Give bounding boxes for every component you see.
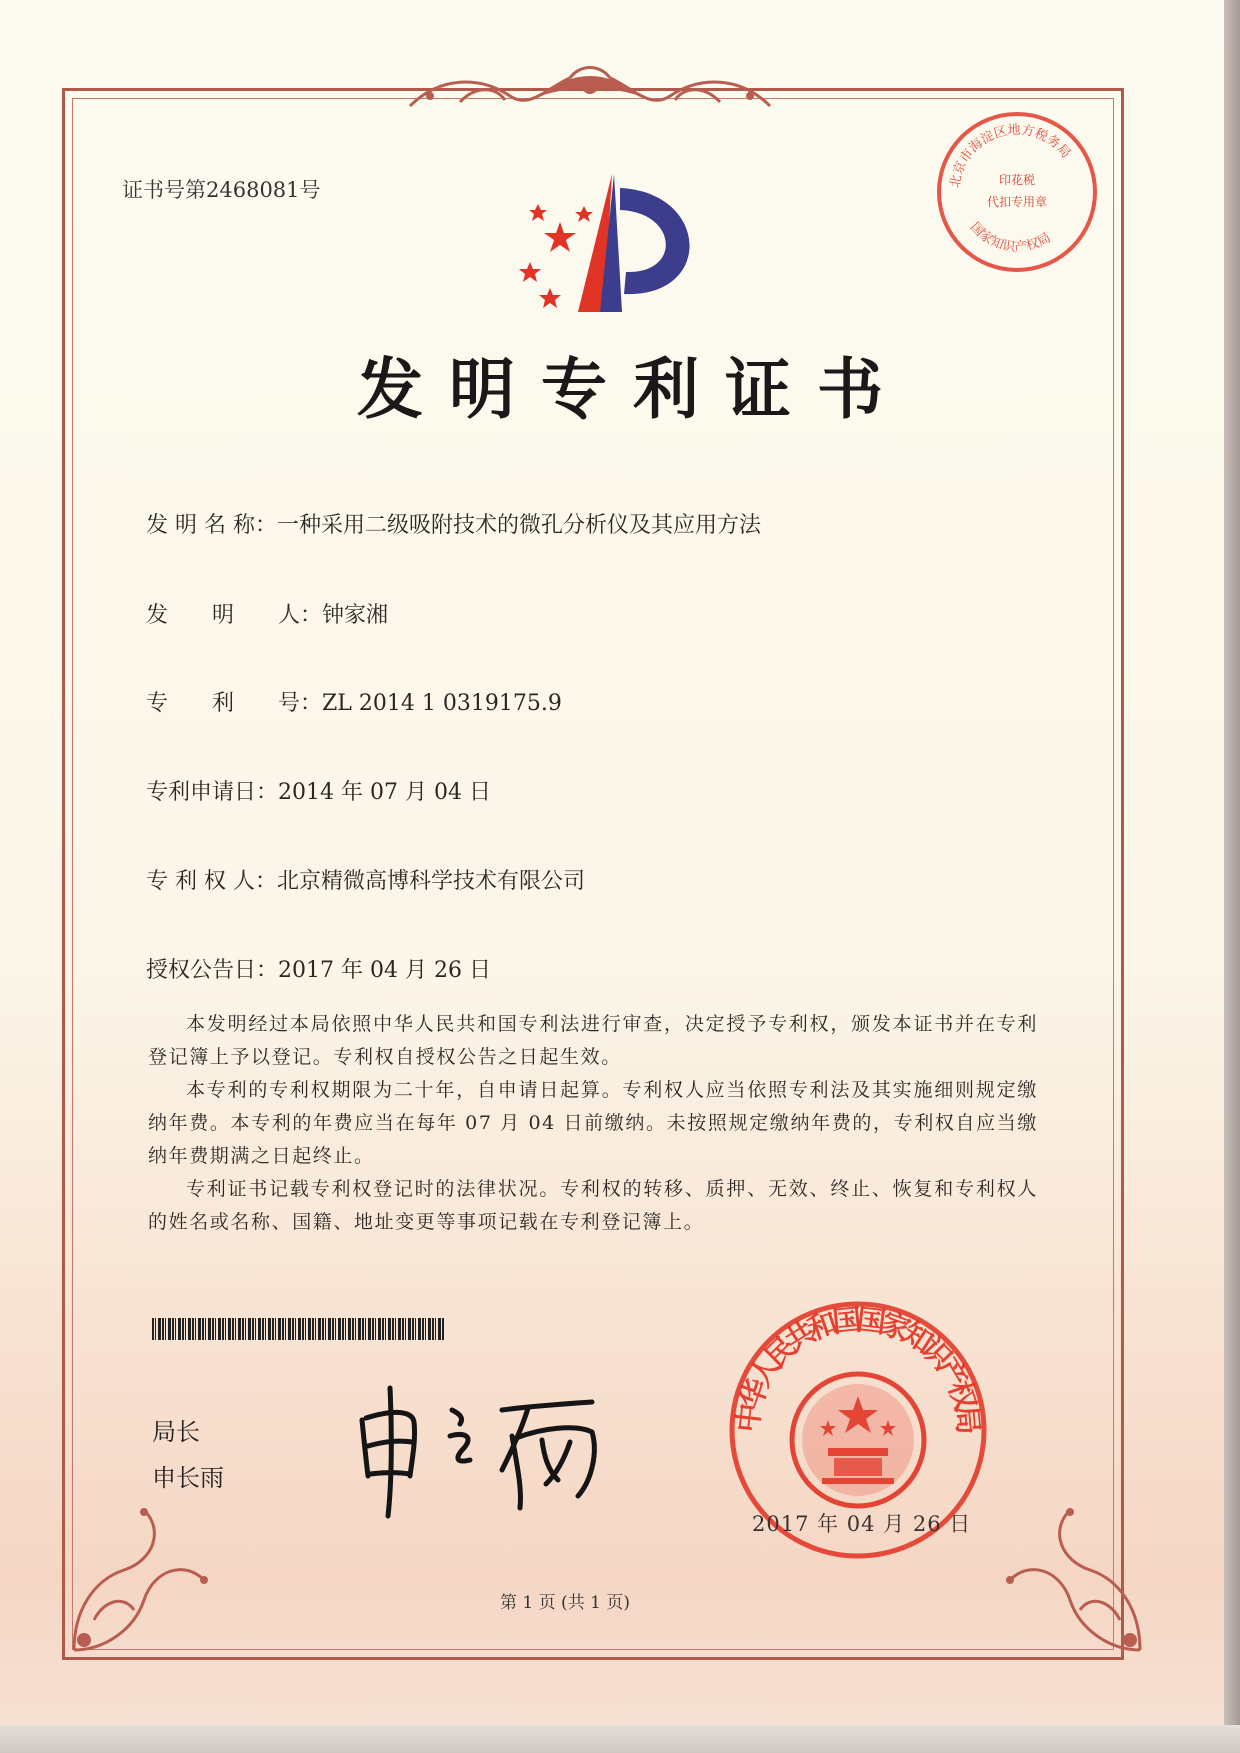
tax-stamp-ring-textpath: 北京市海淀区地方税务局 xyxy=(947,122,1074,190)
field-value: 一种采用二级吸附技术的微孔分析仪及其应用方法 xyxy=(276,513,761,538)
field-inventor xyxy=(146,598,388,629)
page-edge-bottom xyxy=(0,1725,1240,1753)
page-edge-right xyxy=(1224,0,1240,1753)
field-application-date xyxy=(146,775,491,806)
field-grant-date xyxy=(146,953,491,984)
field-label: 授权公告日： xyxy=(146,958,279,983)
field-value: 2014 年 07 月 04 日 xyxy=(278,780,491,805)
field-label: 专 利 权 人： xyxy=(146,869,277,894)
top-ornament xyxy=(400,56,780,120)
seal-date: 2017 年 04 月 26 日 xyxy=(752,1512,972,1536)
field-invention-name xyxy=(146,508,761,539)
field-label: 发 明 人： xyxy=(146,603,323,628)
field-value: 钟家湘 xyxy=(322,603,389,628)
handwritten-signature xyxy=(352,1380,612,1520)
field-label: 专利申请日： xyxy=(146,780,279,805)
tax-stamp xyxy=(935,110,1099,274)
body-paragraph: 本发明经过本局依照中华人民共和国专利法进行审查，决定授予专利权，颁发本证书并在专利登记簿上予以登记。专利权自授权公告之日起生效。 xyxy=(148,1013,1038,1068)
tax-stamp-ring-text-bottom xyxy=(967,220,1054,255)
certificate-body xyxy=(148,1008,1038,1239)
body-paragraph: 本专利的专利权期限为二十年，自申请日起算。专利权人应当依照专利法及其实施细则规定缴纳年费。本专利的年费应当在每年 07 月 04 日前缴纳。未按照规定缴纳年费的，专利权自应当缴纳年费期满之日起终止。 xyxy=(148,1079,1038,1167)
director-title: 局长 xyxy=(152,1418,200,1446)
corner-ornament-left xyxy=(64,1500,214,1660)
barcode xyxy=(152,1318,444,1340)
field-value: 北京精微高博科学技术有限公司 xyxy=(276,869,585,894)
field-patentee xyxy=(146,864,585,895)
certificate-number xyxy=(122,174,321,204)
patent-office-logo xyxy=(500,170,700,322)
field-value: ZL 2014 1 0319175.9 xyxy=(322,691,562,716)
page-number: 第 1 页 (共 1 页) xyxy=(500,1593,630,1613)
tax-stamp-line1: 印花税 xyxy=(998,173,1036,187)
tax-stamp-ring-textpath-bottom: 国家知识产权局 xyxy=(966,219,1054,256)
field-label: 专 利 号： xyxy=(146,691,323,716)
certificate-number-prefix: 证书号第 xyxy=(122,178,206,202)
certificate-number-value: 2468081 xyxy=(206,178,300,202)
certificate-number-suffix: 号 xyxy=(299,178,321,202)
body-paragraph: 专利证书记载专利权登记时的法律状况。专利权的转移、质押、无效、终止、恢复和专利权人的姓名或名称、国籍、地址变更等事项记载在专利登记簿上。 xyxy=(148,1178,1038,1233)
director-name: 申长雨 xyxy=(152,1464,224,1492)
field-value: 2017 年 04 月 26 日 xyxy=(278,958,491,983)
field-label: 发 明 名 称： xyxy=(146,513,277,538)
page-title: 发明专利证书 xyxy=(357,351,909,428)
tax-stamp-line2: 代扣专用章 xyxy=(986,195,1048,209)
national-emblem-icon xyxy=(792,1374,924,1506)
official-seal-ring-textpath: 中华人民共和国国家知识产权局 xyxy=(730,1302,986,1436)
corner-ornament-right xyxy=(1000,1500,1150,1660)
field-patent-number xyxy=(146,686,562,717)
